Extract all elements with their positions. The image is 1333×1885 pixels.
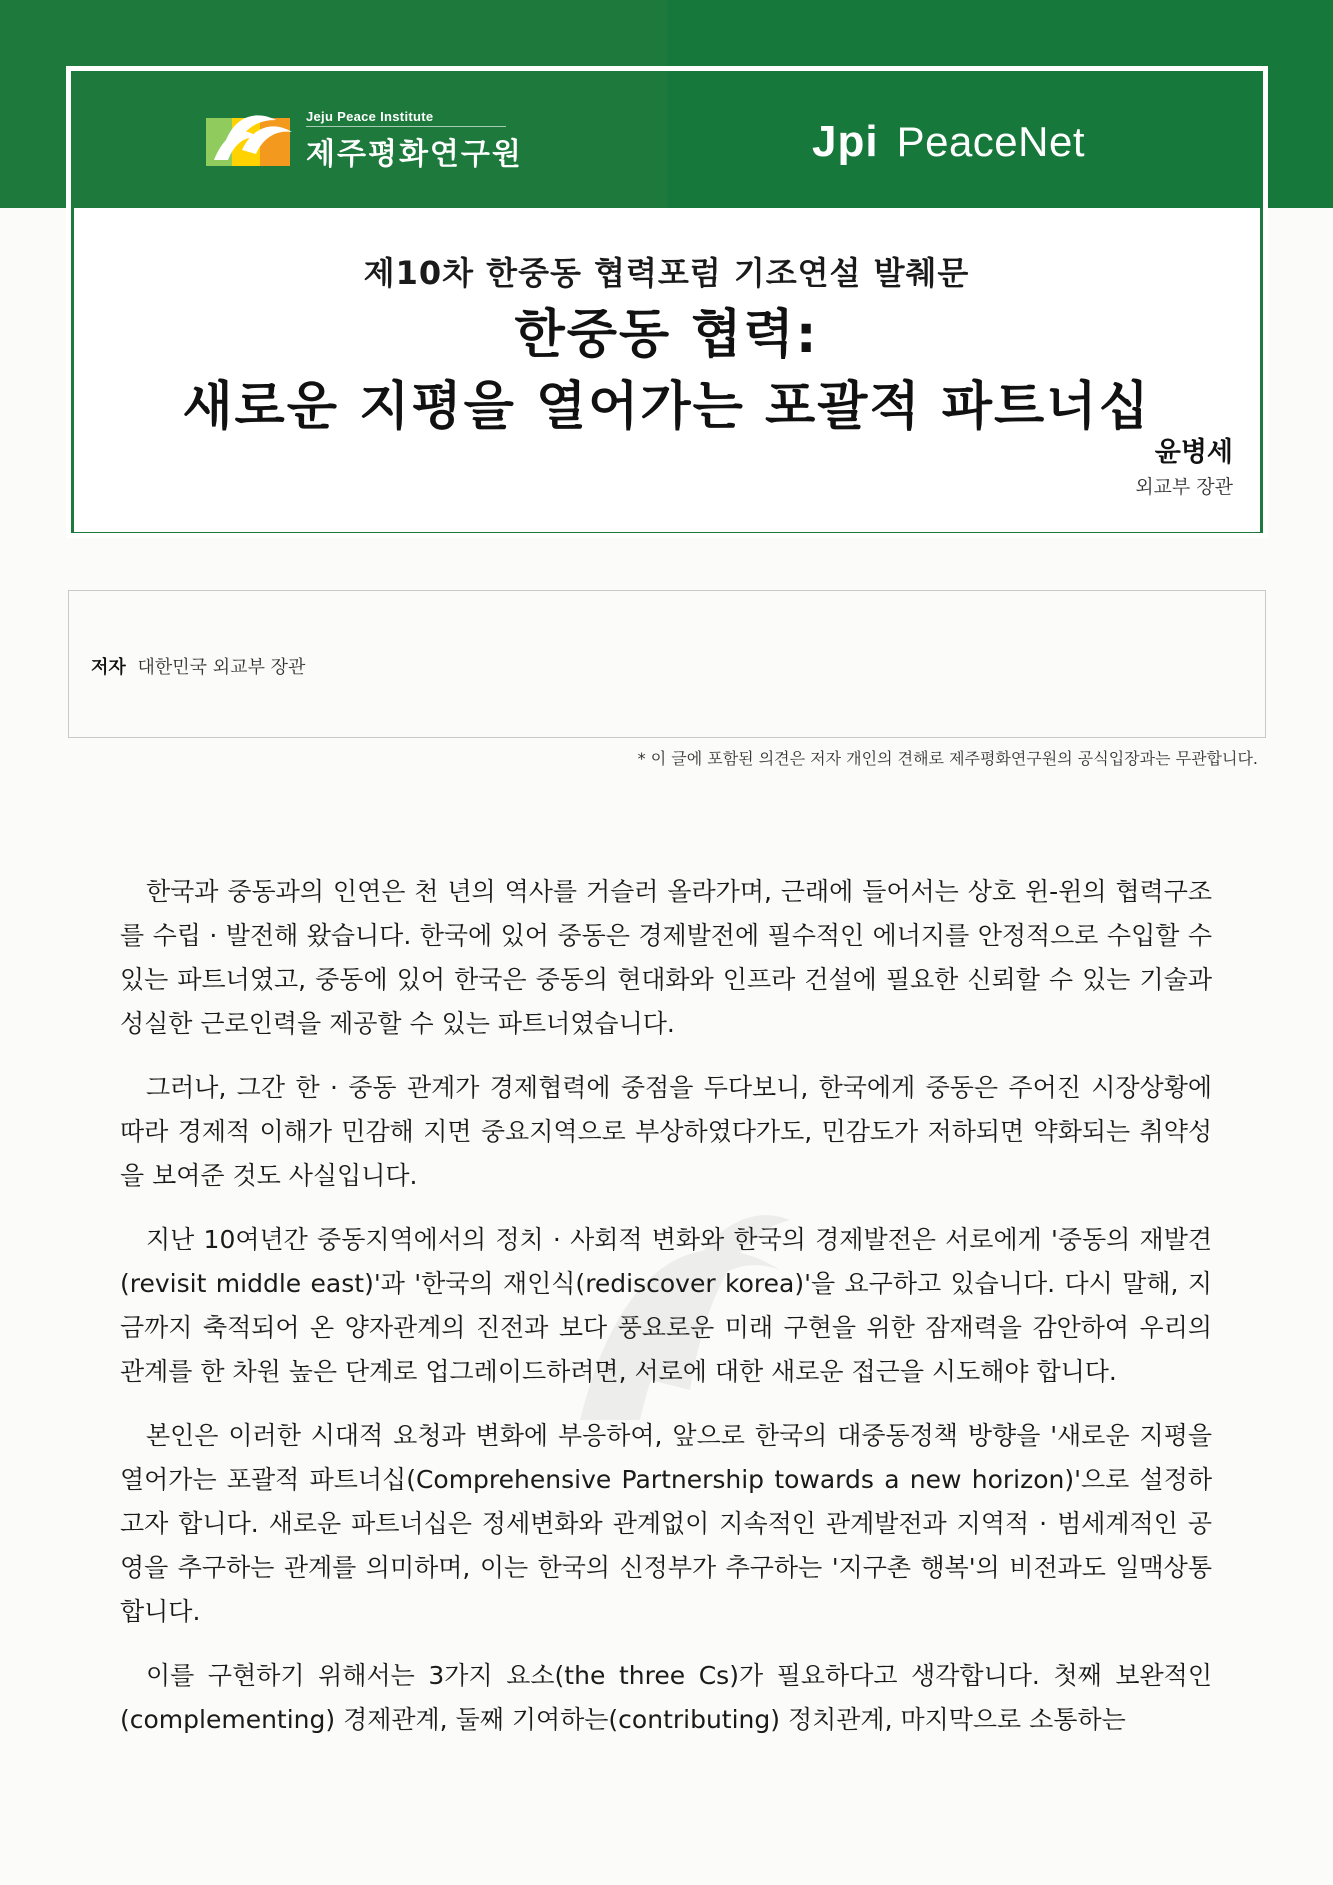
- document-title-line-1: 한중동 협력:: [514, 305, 819, 365]
- jpi-text: [306, 109, 523, 173]
- author-info-row: [91, 653, 305, 679]
- author-position: 외교부 장관: [1135, 476, 1233, 498]
- jpi-brand: Jpi: [812, 117, 879, 166]
- org-name-kr: 제주평화연구원: [306, 137, 523, 172]
- document-title-line-2: 새로운 지평을 열어가는 포괄적 파트너십: [182, 377, 1151, 437]
- author-info-value: 대한민국 외교부 장관: [137, 657, 306, 678]
- article-body: [120, 870, 1212, 1762]
- author-info-label: 저자: [91, 657, 126, 678]
- paragraph: 지난 10여년간 중동지역에서의 정치 · 사회적 변화와 한국의 경제발전은 서로에게 '중동의 재발견(revisit middle east)'과 '한국의 재인식(rediscover korea)'을 요구하고 있습니다. 다시 말해, 지금까지 축적되어 온 양자관계의 진전과 보다 풍요로운 미래 구현을 위한 잠재력을 감안하여 우리의 관계를 한 차원 높은 단계로 업그레이드하려면, 서로에 대한 새로운 접근을 시도해야 합니다.: [120, 1225, 1212, 1386]
- disclaimer: * 이 글에 포함된 의견은 저자 개인의 견해로 제주평화연구원의 공식입장과는 무관합니다.: [637, 749, 1258, 768]
- paragraph: 본인은 이러한 시대적 요청과 변화에 부응하여, 앞으로 한국의 대중동정책 방향을 '새로운 지평을 열어가는 포괄적 파트너십(Comprehensive Partnership towards a new horizon)'으로 설정하고자 합니다. 새로운 파트너십은 정세변화와 관계없이 지속적인 관계발전과 지역적 · 범세계적인 공영을 추구하는 관계를 의미하며, 이는 한국의 신정부가 추구하는 '지구촌 행복'의 비전과도 일맥상통합니다.: [120, 1421, 1212, 1626]
- jeju-peace-institute-logo[interactable]: [206, 108, 523, 174]
- org-name-en: Jeju Peace Institute: [306, 109, 506, 127]
- paragraph: 이를 구현하기 위해서는 3가지 요소(the three Cs)가 필요하다고 생각합니다. 첫째 보완적인(complementing) 경제관계, 둘째 기여하는(contributing) 정치관계, 마지막으로 소통하는: [120, 1661, 1212, 1734]
- paragraph: 그러나, 그간 한 · 중동 관계가 경제협력에 중점을 두다보니, 한국에게 중동은 주어진 시장상황에 따라 경제적 이해가 민감해 지면 중요지역으로 부상하였다가도, 민감도가 저하되면 약화되는 취약성을 보여준 것도 사실입니다.: [120, 1073, 1212, 1190]
- author-name: 윤병세: [1154, 437, 1233, 468]
- peacenet-logo[interactable]: [812, 112, 1085, 172]
- peacenet-brand: PeaceNet: [896, 118, 1086, 165]
- dove-logo-icon: [206, 110, 294, 172]
- document-subtitle: 제10차 한중동 협력포럼 기조연설 발췌문: [363, 254, 970, 292]
- paragraph: 한국과 중동과의 인연은 천 년의 역사를 거슬러 올라가며, 근래에 들어서는 상호 윈-윈의 협력구조를 수립 · 발전해 왔습니다. 한국에 있어 중동은 경제발전에 필수적인 에너지를 안정적으로 수입할 수 있는 파트너였고, 중동에 있어 한국은 중동의 현대화와 인프라 건설에 필요한 신뢰할 수 있는 기술과 성실한 근로인력을 제공할 수 있는 파트너였습니다.: [120, 877, 1212, 1038]
- author-info-box: [68, 590, 1266, 738]
